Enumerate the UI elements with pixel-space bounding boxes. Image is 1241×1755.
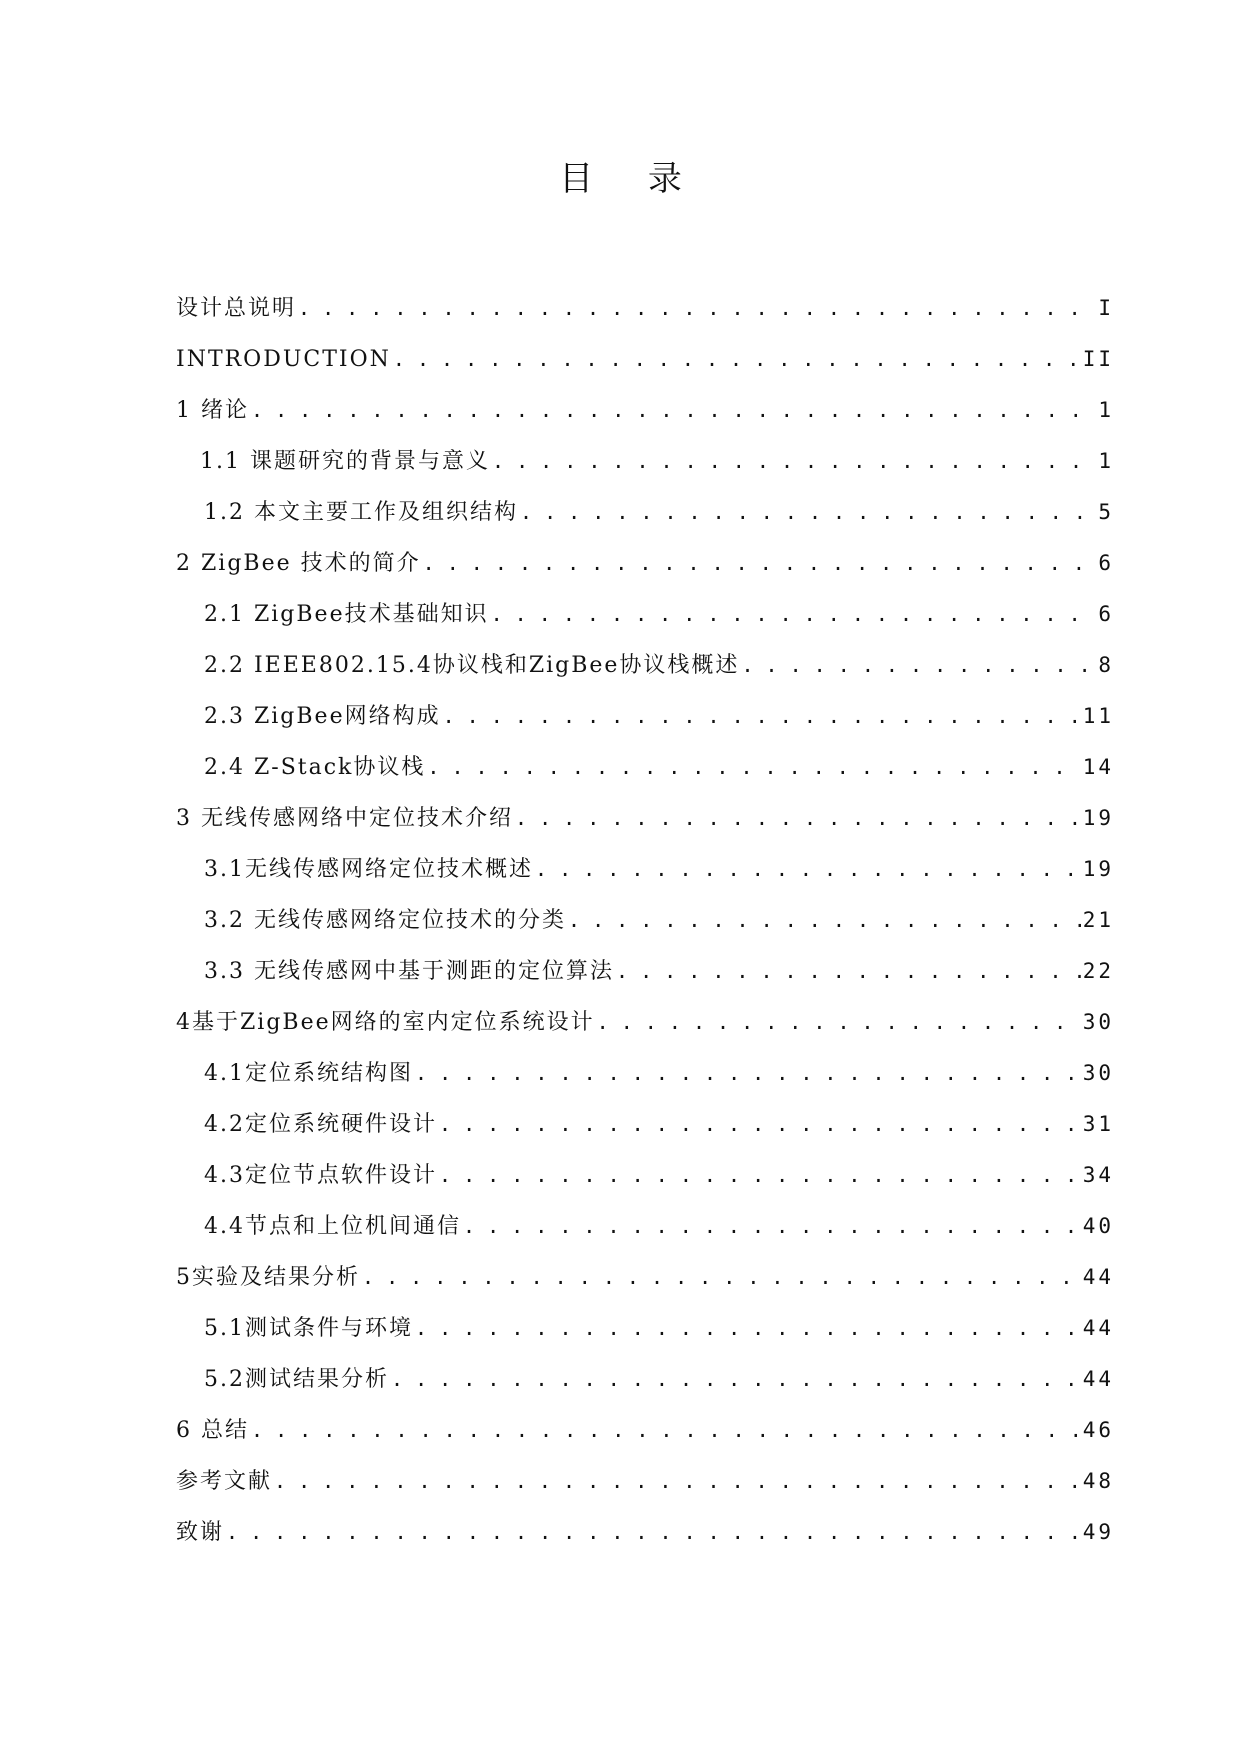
toc-dot-leader [568, 895, 1081, 946]
toc-dot-leader [491, 589, 1097, 640]
toc-entry-label: 3 无线传感网络中定位技术介绍 [176, 806, 513, 831]
toc-entry-label: 致谢 [176, 1520, 225, 1545]
toc-entry[interactable] [176, 385, 1114, 436]
toc-entry-page: 8 [1098, 653, 1114, 677]
toc-dot-leader [597, 997, 1081, 1048]
toc-entry-label: 3.2 无线传感网络定位技术的分类 [204, 908, 566, 933]
toc-entry-page: 30 [1082, 1061, 1114, 1085]
toc-entry-page: 30 [1082, 1010, 1114, 1034]
toc-entry-page: 21 [1082, 908, 1114, 932]
toc-entry[interactable] [176, 538, 1114, 589]
toc-dot-leader [251, 385, 1096, 436]
toc-entry-label: INTRODUCTION [176, 347, 391, 372]
toc-entry-label: 5.2测试结果分析 [204, 1367, 389, 1392]
toc-entry-label: 4.1定位系统结构图 [204, 1061, 413, 1086]
toc-dot-leader [443, 691, 1081, 742]
toc-entry[interactable] [176, 1252, 1114, 1303]
toc-entry-page: 19 [1082, 806, 1114, 830]
toc-entry[interactable] [176, 436, 1114, 487]
toc-entry[interactable] [176, 844, 1114, 895]
toc-dot-leader [274, 1456, 1081, 1507]
toc-entry-page: 46 [1082, 1418, 1114, 1442]
toc-entry-page: 6 [1098, 602, 1114, 626]
toc-dot-leader [515, 793, 1081, 844]
toc-entry-page: 1 [1098, 398, 1114, 422]
toc-entry-label: 4.2定位系统硬件设计 [204, 1112, 437, 1137]
toc-dot-leader [298, 283, 1096, 334]
toc-entry-label: 1.2 本文主要工作及组织结构 [204, 500, 518, 525]
toc-entry-page: 31 [1082, 1112, 1114, 1136]
toc-dot-leader [616, 946, 1081, 997]
toc-dot-leader [427, 742, 1080, 793]
toc-entry-label: 1.1 课题研究的背景与意义 [200, 449, 490, 474]
toc-entry-label: 5实验及结果分析 [176, 1265, 360, 1290]
toc-entry[interactable] [176, 589, 1114, 640]
toc-entry-label: 5.1测试条件与环境 [204, 1316, 413, 1341]
toc-dot-leader [251, 1405, 1081, 1456]
toc-entry-page: 11 [1082, 704, 1114, 728]
toc-entry[interactable] [176, 946, 1114, 997]
toc-entry[interactable] [176, 1099, 1114, 1150]
toc-entry-label: 4基于ZigBee网络的室内定位系统设计 [176, 1010, 595, 1035]
toc-entry-label: 3.3 无线传感网中基于测距的定位算法 [204, 959, 614, 984]
toc-entry-page: II [1082, 347, 1114, 371]
toc-entry[interactable] [176, 640, 1114, 691]
toc-entry-label: 2.2 IEEE802.15.4协议栈和ZigBee协议栈概述 [204, 653, 740, 678]
toc-entry[interactable] [176, 1048, 1114, 1099]
table-of-contents [176, 283, 1114, 1558]
toc-entry-page: 44 [1082, 1367, 1114, 1391]
toc-entry-label: 6 总结 [176, 1418, 249, 1443]
toc-dot-leader [535, 844, 1081, 895]
toc-entry-label: 3.1无线传感网络定位技术概述 [204, 857, 533, 882]
page-title: 目 录 [559, 159, 704, 199]
toc-entry[interactable] [176, 1507, 1114, 1558]
toc-dot-leader [520, 487, 1096, 538]
toc-entry[interactable] [176, 1456, 1114, 1507]
toc-entry[interactable] [176, 997, 1114, 1048]
toc-entry-page: 49 [1082, 1520, 1114, 1544]
toc-entry[interactable] [176, 691, 1114, 742]
toc-dot-leader [415, 1048, 1081, 1099]
toc-dot-leader [439, 1099, 1081, 1150]
toc-entry-label: 4.3定位节点软件设计 [204, 1163, 437, 1188]
toc-entry-page: 44 [1082, 1265, 1114, 1289]
toc-dot-leader [492, 436, 1096, 487]
toc-dot-leader [463, 1201, 1081, 1252]
toc-entry-label: 2.1 ZigBee技术基础知识 [204, 602, 489, 627]
toc-entry-label: 1 绪论 [176, 398, 249, 423]
toc-entry-page: 44 [1082, 1316, 1114, 1340]
toc-entry-page: 22 [1082, 959, 1114, 983]
toc-entry[interactable] [176, 487, 1114, 538]
toc-entry-page: 40 [1082, 1214, 1114, 1238]
toc-dot-leader [391, 1354, 1081, 1405]
toc-dot-leader [393, 334, 1081, 385]
toc-entry-label: 2 ZigBee 技术的简介 [176, 551, 421, 576]
toc-entry[interactable] [176, 1354, 1114, 1405]
toc-entry[interactable] [176, 1150, 1114, 1201]
toc-entry[interactable] [176, 793, 1114, 844]
toc-entry-page: I [1098, 296, 1114, 320]
toc-dot-leader [423, 538, 1097, 589]
toc-dot-leader [439, 1150, 1081, 1201]
toc-entry[interactable] [176, 895, 1114, 946]
toc-entry-page: 14 [1082, 755, 1114, 779]
toc-entry-page: 6 [1098, 551, 1114, 575]
toc-entry-label: 2.3 ZigBee网络构成 [204, 704, 441, 729]
toc-entry[interactable] [176, 334, 1114, 385]
toc-entry-page: 34 [1082, 1163, 1114, 1187]
toc-entry-label: 设计总说明 [176, 296, 297, 321]
toc-entry-label: 2.4 Z-Stack协议栈 [204, 755, 426, 780]
toc-entry[interactable] [176, 742, 1114, 793]
toc-entry-page: 19 [1082, 857, 1114, 881]
toc-entry[interactable] [176, 1303, 1114, 1354]
toc-entry-page: 5 [1098, 500, 1114, 524]
toc-entry-label: 4.4节点和上位机间通信 [204, 1214, 461, 1239]
toc-entry-page: 48 [1082, 1469, 1114, 1493]
toc-entry[interactable] [176, 1201, 1114, 1252]
toc-dot-leader [362, 1252, 1081, 1303]
toc-entry[interactable] [176, 1405, 1114, 1456]
toc-dot-leader [741, 640, 1096, 691]
toc-entry-page: 1 [1098, 449, 1114, 473]
toc-entry[interactable] [176, 283, 1114, 334]
toc-dot-leader [415, 1303, 1081, 1354]
toc-dot-leader [226, 1507, 1081, 1558]
toc-entry-label: 参考文献 [176, 1469, 273, 1494]
